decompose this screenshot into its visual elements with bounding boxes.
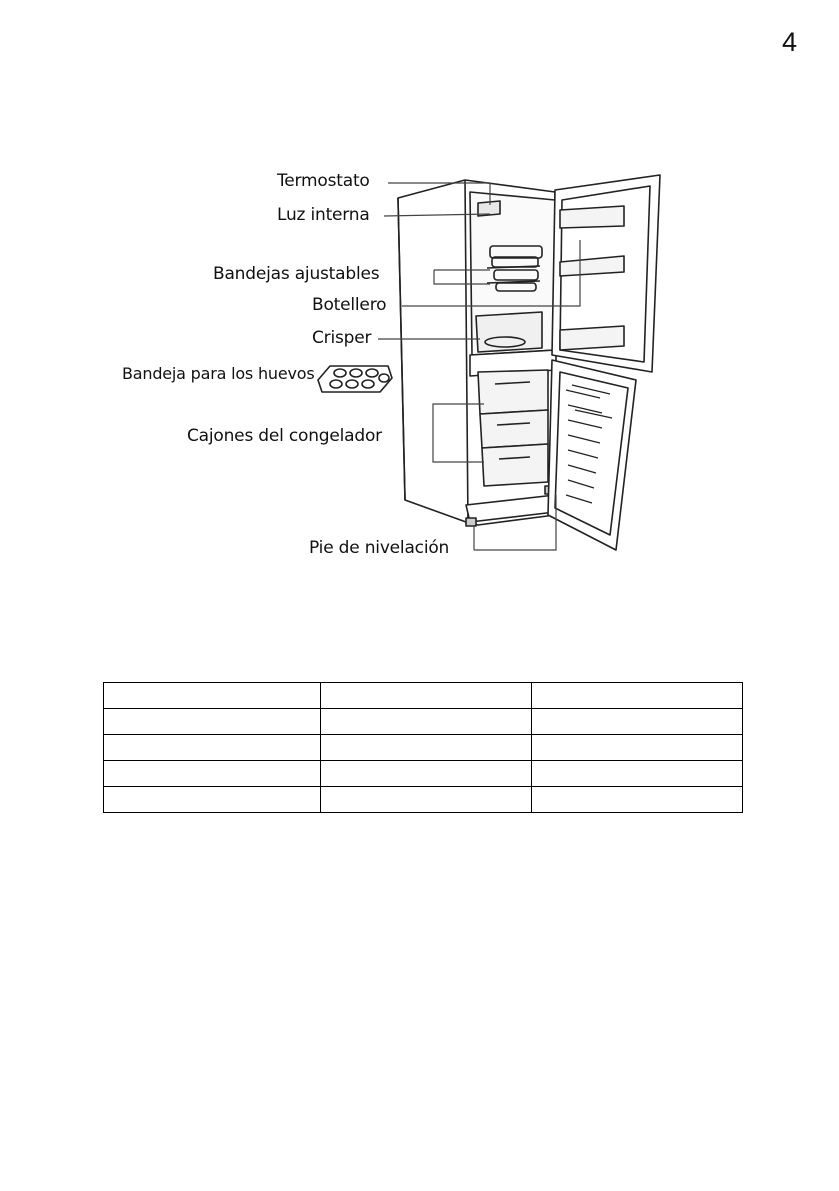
- label-cajones-congelador: Cajones del congelador: [187, 426, 382, 446]
- table-cell: [321, 735, 532, 761]
- table-cell: [321, 683, 532, 709]
- table-cell: [321, 787, 532, 813]
- table-cell: [532, 683, 743, 709]
- freezer-door: [548, 360, 636, 550]
- label-crisper: Crisper: [312, 328, 372, 348]
- table-row: [104, 761, 743, 787]
- door-shelf: [560, 206, 624, 228]
- label-termostato: Termostato: [277, 171, 370, 191]
- table-cell: [104, 709, 321, 735]
- table-row: [104, 709, 743, 735]
- table-row: [104, 735, 743, 761]
- label-luz-interna: Luz interna: [277, 205, 370, 225]
- table-cell: [104, 683, 321, 709]
- page-number: 4: [782, 27, 798, 57]
- crisper-drawer: [476, 312, 542, 352]
- label-bandeja-huevos: Bandeja para los huevos: [122, 364, 315, 383]
- table-cell: [532, 787, 743, 813]
- table-row: [104, 683, 743, 709]
- label-bandejas-ajustables: Bandejas ajustables: [213, 264, 380, 284]
- label-pie-nivelacion: Pie de nivelación: [309, 538, 450, 558]
- table-cell: [321, 761, 532, 787]
- table-row: [104, 787, 743, 813]
- table-cell: [532, 761, 743, 787]
- table-cell: [321, 709, 532, 735]
- table-cell: [532, 709, 743, 735]
- table-cell: [104, 787, 321, 813]
- table-cell: [532, 735, 743, 761]
- table-cell: [104, 735, 321, 761]
- freezer-drawer-3: [482, 444, 548, 486]
- spec-table: [103, 682, 743, 813]
- freezer-drawer-2: [480, 410, 548, 448]
- table-cell: [104, 761, 321, 787]
- egg-tray: [318, 366, 392, 392]
- label-botellero: Botellero: [312, 295, 387, 315]
- leveling-foot: [466, 518, 476, 526]
- freezer-drawer-1: [478, 370, 548, 414]
